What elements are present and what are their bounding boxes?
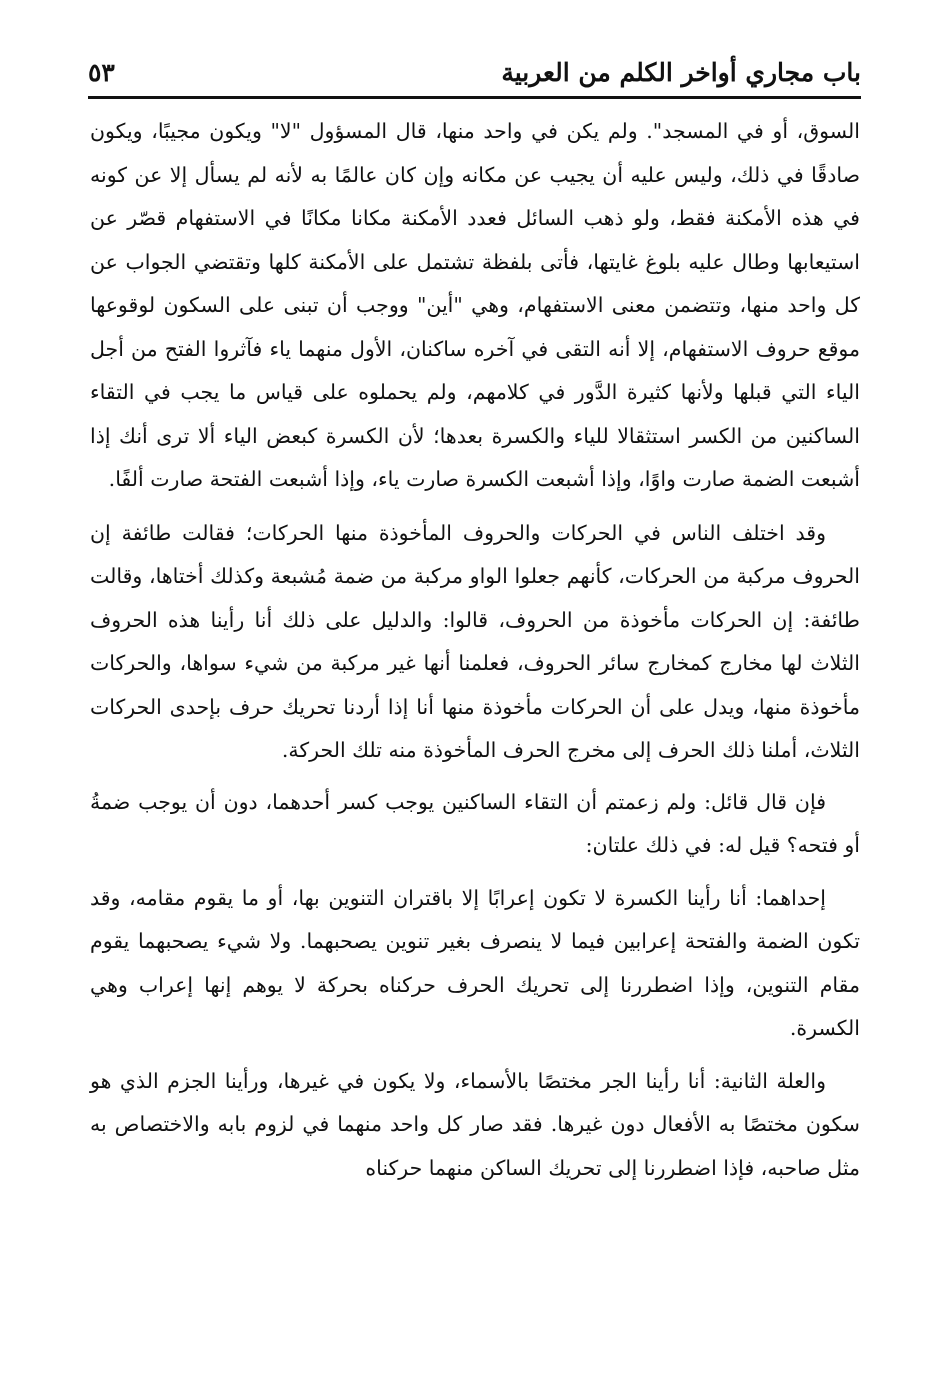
paragraph-4: إحداهما: أنا رأينا الكسرة لا تكون إعرابًا إلا باقتران التنوين بها، أو ما يقوم مقامه، وقد تكون الضمة والفتحة إعرابين فيما لا ينصرف بغير تنوين يصحبهما. ولا شيء يصحبهما يقوم مقام التنوين، وإذا اضطررنا إلى تحريك الحرف حركناه بحركة لا يوهم إنها إعراب وهي الكسرة. bbox=[90, 885, 860, 1040]
running-title: باب مجاري أواخر الكلم من العربية bbox=[501, 57, 861, 87]
paragraph-2: وقد اختلف الناس في الحركات والحروف المأخوذة منها الحركات؛ فقالت طائفة إن الحروف مركبة من الحركات، كأنهم جعلوا الواو مركبة من ضمة مُشبعة وكذلك أختاها، وقالت طائفة: إن الحركات مأخوذة من الحروف، قالوا: والدليل على ذلك أنا رأينا هذه الحروف الثلاث لها مخارج كمخارج سائر الحروف، فعلمنا أنها غير مركبة من شيء سواها، والحركات مأخوذة منها، ويدل على أن الحركات مأخوذة منها أنا إذا أردنا تحريك حرف بإحدى الحركات الثلاث، أملنا ذلك الحرف إلى مخرج الحرف المأخوذة منه تلك الحركة. bbox=[90, 520, 860, 762]
header-rule bbox=[88, 96, 861, 99]
paragraph-3: فإن قال قائل: ولم زعمتم أن التقاء الساكنين يوجب كسر أحدهما، دون أن يوجب ضمةُ أو فتحه؟ قيل له: في ذلك علتان: bbox=[90, 789, 860, 857]
paragraph-5: والعلة الثانية: أنا رأينا الجر مختصًا بالأسماء، ولا يكون في غيرها، ورأينا الجزم الذي هو سكون مختصًا به الأفعال دون غيرها. فقد صار كل واحد منهما في لزوم بابه والاختصاص به مثل صاحبه، فإذا اضطررنا إلى تحريك الساكن منهما حركناه bbox=[90, 1068, 860, 1180]
paragraph-1: السوق، أو في المسجد". ولم يكن في واحد منها، قال المسؤول "لا" ويكون مجيبًا، ويكون صادقًا في ذلك، وليس عليه أن يجيب عن مكانه وإن كان عالمًا به لأنه لم يسأل إلا عن كونه في هذه الأمكنة فقط، ولو ذهب السائل فعدد الأمكنة مكانا مكانًا في الاستفهام قصّر عن استيعابها وطال عليه بلوغ غايتها، فأتى بلفظة تشتمل على الأمكنة كلها وتقتضي الجواب عن كل واحد منها، وتتضمن معنى الاستفهام، وهي "أين" ووجب أن تبنى على السكون لوقوعها موقع حروف الاستفهام، إلا أنه التقى في آخره ساكنان، الأول منهما ياء فآثروا الفتح من أجل الياء التي قبلها ولأنها كثيرة الدَّور في كلامهم، ولم يحملوه على قياس ما يجب في التقاء الساكنين من الكسر استثقالا للياء والكسرة بعدها؛ لأن الكسرة كبعض الياء ألا ترى أنك إذا أشبعت الضمة صارت واوًا، وإذا أشبعت الكسرة صارت ياء، وإذا أشبعت الفتحة صارت ألفًا. bbox=[90, 119, 860, 491]
page-header bbox=[88, 50, 861, 94]
body-text bbox=[90, 110, 860, 1190]
page-number: ٥٣ bbox=[88, 57, 115, 87]
